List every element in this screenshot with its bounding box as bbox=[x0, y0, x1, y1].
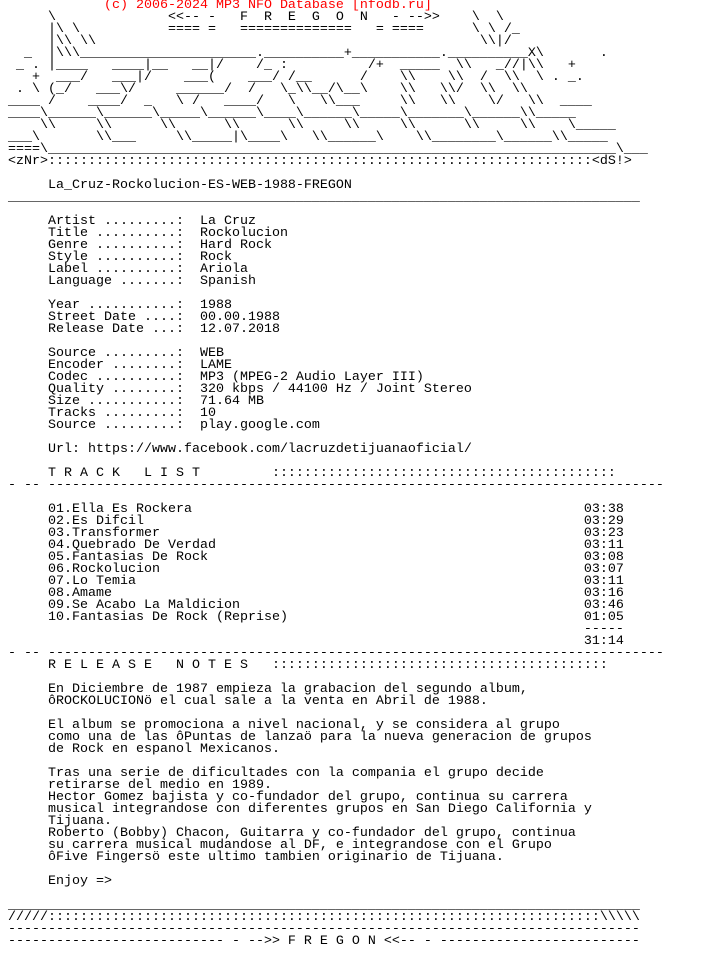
info-row: Year ...........: 1988 bbox=[8, 298, 232, 313]
notes-line: En Diciembre de 1987 empieza la grabacion del segundo album, bbox=[8, 682, 528, 697]
notes-heading: R E L E A S E N O T E S :::::::::::::::::::::::::::::::::::::::::: bbox=[8, 658, 608, 673]
notes-line: Enjoy => bbox=[8, 874, 112, 889]
header-credit: (c) 2006-2024 MP3 NFO Database [nfodb.ru] bbox=[8, 0, 432, 13]
banner-line: \\ \\ \\ \\ \\ \\ \\ \\ \\ \_____ bbox=[8, 118, 616, 133]
info-row: Language .......: Spanish bbox=[8, 274, 256, 289]
info-row: Quality ........: 320 kbps / 44100 Hz / Joint Stereo bbox=[8, 382, 472, 397]
info-row: Size ...........: 71.64 MB bbox=[8, 394, 264, 409]
notes-line: retirarse del medio en 1989. bbox=[8, 778, 272, 793]
info-row: Style ..........: Rock bbox=[8, 250, 232, 265]
track-row: 01.Ella Es Rockera 03:38 bbox=[8, 502, 624, 517]
banner-line: . \ (_/ ___\/ ______/ / \_\\__/\__\ \\ \\/ \\ \\ bbox=[8, 82, 536, 97]
banner-line: ====\_______________________________________________________________________\___ bbox=[8, 142, 648, 157]
notes-line: El album se promociona a nivel nacional, y se considera al grupo bbox=[8, 718, 560, 733]
notes-line: ôFive Fingersö este ultimo tambien originario de Tijuana. bbox=[8, 850, 504, 865]
track-row: 10.Fantasias De Rock (Reprise) 01:05 bbox=[8, 610, 624, 625]
separator-line: - -- ----------------------------------------------------------------------------- bbox=[8, 646, 664, 661]
notes-line: musical integrandose con diferentes grupos en San Diego California y bbox=[8, 802, 592, 817]
info-row: Title ..........: Rockolucion bbox=[8, 226, 288, 241]
info-row: Encoder ........: LAME bbox=[8, 358, 232, 373]
footer-line: _______________________________________________________________________________ bbox=[8, 898, 640, 913]
info-row: Source .........: WEB bbox=[8, 346, 224, 361]
banner-line: ____ / ____/ _ \ / ____/ \ \\___ \\ \\ \/ \\ ____ bbox=[8, 94, 592, 109]
separator-line: _______________________________________________________________________________ bbox=[8, 190, 640, 205]
info-row: Source .........: play.google.com bbox=[8, 418, 320, 433]
track-row: 04.Quebrado De Verdad 03:11 bbox=[8, 538, 624, 553]
info-row: Tracks .........: 10 bbox=[8, 406, 216, 421]
total-time: 31:14 bbox=[8, 634, 624, 649]
footer-line: --------------------------- - -->> F R E G O N <<-- - ------------------------- bbox=[8, 934, 640, 949]
banner-line: |\ \ ==== = ============== = ==== \ \ /_ bbox=[8, 22, 520, 37]
nfo-text bbox=[8, 0, 664, 948]
info-row: Street Date ....: 00.00.1988 bbox=[8, 310, 280, 325]
info-row: Genre ..........: Hard Rock bbox=[8, 238, 272, 253]
track-row: 02.Es Difcil 03:29 bbox=[8, 514, 624, 529]
info-row: Release Date ...: 12.07.2018 bbox=[8, 322, 280, 337]
notes-line: ôROCKOLUCIONö el cual sale a la venta en Abril de 1988. bbox=[8, 694, 488, 709]
track-row: 03.Transformer 03:23 bbox=[8, 526, 624, 541]
banner-line: _ . |____ ____|__ __|/ /_ : /+ _____ \\ _//|\\ + bbox=[8, 58, 576, 73]
notes-line: Roberto (Bobby) Chacon, Guitarra y co-fundador del grupo, continua bbox=[8, 826, 576, 841]
banner-line: ___\ \\___ \\_____|\____\ \\______\ \\________\______\\_____ bbox=[8, 130, 608, 145]
url-line: Url: https://www.facebook.com/lacruzdetijuanaoficial/ bbox=[8, 442, 472, 457]
track-row: 07.Lo Temia 03:11 bbox=[8, 574, 624, 589]
info-row: Artist .........: La Cruz bbox=[8, 214, 256, 229]
tracklist-heading: T R A C K L I S T ::::::::::::::::::::::::::::::::::::::::::: bbox=[8, 466, 616, 481]
banner-line: _ |\\\______________________.__________+___________.__________X\ . bbox=[8, 46, 608, 61]
notes-line: Hector Gomez bajista y co-fundador del grupo, continua su carrera bbox=[8, 790, 568, 805]
info-row: Codec ..........: MP3 (MPEG-2 Audio Layer III) bbox=[8, 370, 424, 385]
track-row: 06.Rockolucion 03:07 bbox=[8, 562, 624, 577]
notes-line: Tijuana. bbox=[8, 814, 112, 829]
track-row: 08.Amame 03:16 bbox=[8, 586, 624, 601]
banner-line: ____\______\______\_____\______\____\______\_____\_______\______\\_____ bbox=[8, 106, 576, 121]
banner-line: |\\ \\ \\|/ bbox=[8, 34, 512, 49]
footer-line: ------------------------------------------------------------------------------- bbox=[8, 922, 640, 937]
notes-line: como una de las ôPuntas de lanzaö para la nueva generacion de grupos bbox=[8, 730, 592, 745]
notes-line: de Rock en espanol Mexicanos. bbox=[8, 742, 280, 757]
info-row: Label ..........: Ariola bbox=[8, 262, 248, 277]
notes-line: su carrera musical mudandose al DF, e integrandose con el Grupo bbox=[8, 838, 552, 853]
footer-line: /////:::::::::::::::::::::::::::::::::::::::::::::::::::::::::::::::::::::\\\\\ bbox=[8, 910, 640, 925]
total-rule: ----- bbox=[8, 622, 624, 637]
track-row: 09.Se Acabo La Maldicion 03:46 bbox=[8, 598, 624, 613]
banner-line: <zNr>::::::::::::::::::::::::::::::::::::::::::::::::::::::::::::::::::::<dS!> bbox=[8, 154, 632, 169]
banner-line: \ <<-- - F R E G O N - -->> \ \ bbox=[8, 10, 504, 25]
separator-line: - -- ----------------------------------------------------------------------------- bbox=[8, 478, 664, 493]
banner-line: + ___/ ___|/ ___( ___/ /__ / \\ \\ / \\ \ . _. bbox=[8, 70, 584, 85]
track-row: 05.Fantasias De Rock 03:08 bbox=[8, 550, 624, 565]
release-name: La_Cruz-Rockolucion-ES-WEB-1988-FREGON bbox=[8, 178, 352, 193]
notes-line: Tras una serie de dificultades con la compania el grupo decide bbox=[8, 766, 544, 781]
